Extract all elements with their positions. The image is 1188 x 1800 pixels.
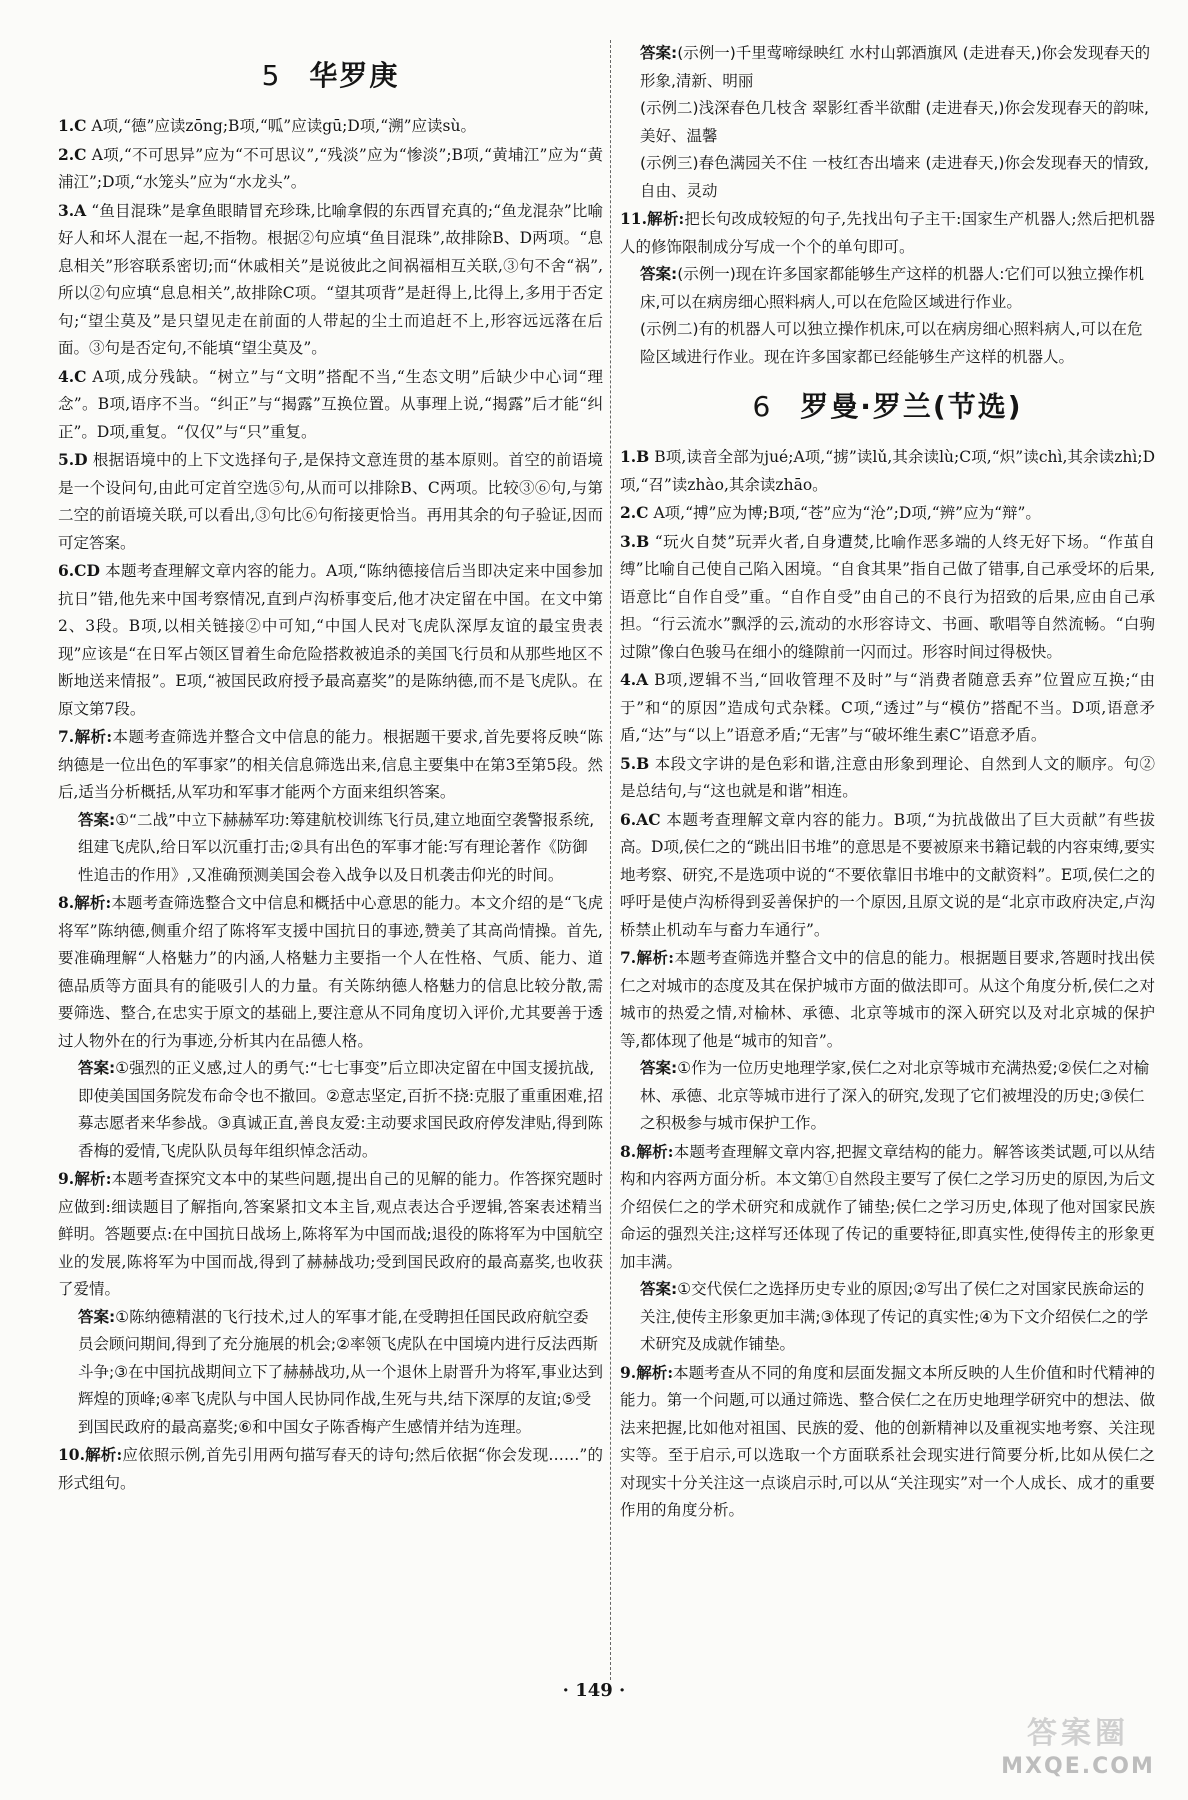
question-answer-item xyxy=(620,499,1155,528)
answer-tag: 答案: xyxy=(78,810,116,829)
watermark-text: 答案圈 xyxy=(1027,1716,1129,1751)
item-text: ①强烈的正义感,过人的勇气:“七七事变”后立即决定留在中国支援抗战,即使美国国务院发布命令也不撤回。②意志坚定,百折不挠:克服了重重困难,招募志愿者来华参战。③真诚正直,善良友爱:主动要求国民政府停发津贴,得到陈香梅的爱情,飞虎队队员每年组织悼念活动。 xyxy=(78,1059,603,1160)
item-number: 1.B xyxy=(620,447,650,466)
item-number: 4.C xyxy=(58,366,87,386)
answer-block xyxy=(640,1055,1155,1138)
answer-tag: 答案: xyxy=(640,1059,678,1077)
item-text: (示例二)有的机器人可以独立操作机床,可以在病房细心照料病人,可以在危险区域进行作业。现在许多国家都已经能够生产这样的机器人。 xyxy=(640,320,1143,366)
left-answer-list xyxy=(58,112,603,1497)
item-text: A项,成分残缺。“树立”与“文明”搭配不当,“生态文明”后缺少中心词“理念”。B项,语序不当。“纠正”与“揭露”互换位置。从事理上说,“揭露”后才能“纠正”。D项,重复。“仅仅”与“只”重复。 xyxy=(58,367,603,441)
section-title-text: 华罗庚 xyxy=(309,59,400,92)
item-text: 本段文字讲的是色彩和谐,注意由形象到理论、自然到人文的顺序。句②是总结句,与“这也就是和谐”相连。 xyxy=(620,754,1155,800)
item-number: 8.解析: xyxy=(620,1141,674,1161)
question-answer-item xyxy=(58,557,603,723)
question-answer-item xyxy=(620,443,1155,499)
section-title-6 xyxy=(620,385,1155,425)
question-answer-item xyxy=(58,197,603,363)
item-text: ①陈纳德精湛的飞行技术,过人的军事才能,在受聘担任国民政府航空委员会顾问期间,得到了充分施展的机会;②率领飞虎队在中国境内进行反法西斯斗争;③在中国抗战期间立下了赫赫战功,从一个退休上尉晋升为将军,事业达到辉煌的顶峰;④率飞虎队与中国人民协同作战,生死与共,结下深厚的友谊;⑤受到国民政府的最高嘉奖;⑥和中国女子陈香梅产生感情并结为连理。 xyxy=(78,1307,603,1436)
item-text: ①交代侯仁之选择历史专业的原因;②写出了侯仁之对国家民族命运的关注,使传主形象更加丰满;③体现了传记的真实性;④为下文介绍侯仁之的学术研究及成就作铺垫。 xyxy=(640,1280,1149,1353)
item-number: 6.AC xyxy=(620,809,661,829)
item-number: 9.解析: xyxy=(58,1169,112,1188)
site-watermark-logo xyxy=(988,1708,1168,1788)
item-text: (示例三)春色满园关不住 一枝红杏出墙来 (走进春天,)你会发现春天的情致,自由、灵动 xyxy=(640,154,1149,200)
item-text: (示例一)千里莺啼绿映红 水村山郭酒旗风 (走进春天,)你会发现春天的形象,清新、明丽 xyxy=(640,44,1151,90)
answer-block xyxy=(640,1276,1155,1359)
answer-block xyxy=(640,95,1155,150)
question-answer-item xyxy=(620,1359,1155,1525)
question-answer-item xyxy=(58,889,603,1055)
right-column xyxy=(620,40,1155,1525)
item-number: 4.A xyxy=(620,670,649,689)
section-title-text: 罗曼·罗兰(节选) xyxy=(800,390,1023,423)
item-text: “鱼目混珠”是拿鱼眼睛冒充珍珠,比喻拿假的东西冒充真的;“鱼龙混杂”比喻好人和坏人混在一起,不指物。根据②句应填“鱼目混珠”,故排除B、D两项。“息息相关”形容联系密切;而“休戚相关”是说彼此之间祸福相互关联,③句不舍“祸”,所以②句应填“息息相关”,故排除C项。“望其项背”是赶得上,比得上,多用于否定句;“望尘莫及”是只望见走在前面的人带起的尘土而追赶不上,形容远远落在后面。③句是否定句,不能填“望尘莫及”。 xyxy=(58,201,603,357)
item-text: 本题考查理解文章内容,把握文章结构的能力。解答该类试题,可以从结构和内容两方面分析。本文第①自然段主要写了侯仁之学习历史的原因,为后文介绍侯仁之的学术研究和成就作了铺垫;侯仁之学习历史,体现了他对国家民族命运的强烈关注;这样写还体现了传记的重要特征,即真实性,使得传主的形象更加丰满。 xyxy=(620,1142,1156,1271)
item-text: B项,逻辑不当,“回收管理不及时”与“消费者随意丢弃”位置应互换;“由于”和“的原因”造成句式杂糅。C项,“透过”与“模仿”搭配不当。D项,语意矛盾,“达”与“以上”语意矛盾;“无害”与“破坏维生素C”语意矛盾。 xyxy=(620,671,1155,744)
question-answer-item xyxy=(58,112,603,141)
item-text: B项,读音全部为jué;A项,“掳”读lǔ,其余读lù;C项,“炽”读chì,其余读zhì;D项,“召”读zhào,其余读zhāo。 xyxy=(620,448,1155,494)
question-answer-item xyxy=(620,205,1155,261)
question-answer-item xyxy=(58,723,603,807)
watermark-domain: MXQE.COM xyxy=(1001,1754,1155,1779)
item-number: 5.D xyxy=(58,450,88,469)
item-number: 2.C xyxy=(58,144,87,164)
answer-tag: 答案: xyxy=(78,1307,116,1326)
question-answer-item xyxy=(58,1441,603,1497)
answer-tag: 答案: xyxy=(640,265,678,283)
right-continued-answers xyxy=(620,40,1155,371)
item-text: ①作为一位历史地理学家,侯仁之对北京等城市充满热爱;②侯仁之对榆林、承德、北京等城市进行了深入的研究,发现了它们被埋没的历史;③侯仁之积极参与城市保护工作。 xyxy=(640,1059,1150,1132)
item-text: A项,“不可思异”应为“不可思议”,“残淡”应为“惨淡”;B项,“黄埔江”应为“黄浦江”;D项,“水笼头”应为“水龙头”。 xyxy=(58,145,603,191)
answer-block xyxy=(640,150,1155,205)
question-answer-item xyxy=(58,1165,603,1304)
item-text: “玩火自焚”玩弄火者,自身遭焚,比喻作恶多端的人终无好下场。“作茧自缚”比喻自己使自己陷入困境。“自食其果”指自己做了错事,自己承受坏的后果,语意比“自作自受”重。“自作自受”由自己的不良行为招致的后果,应由自己承担。“行云流水”飘浮的云,流动的水形容诗文、书画、歌唱等自然流畅。“白驹过隙”像白色骏马在细小的缝隙前一闪而过。形容时间过得极快。 xyxy=(620,532,1155,661)
section-title-5 xyxy=(58,54,603,94)
item-text: 本题考查理解文章内容的能力。B项,“为抗战做出了巨大贡献”有些拔高。D项,侯仁之的“跳出旧书堆”的意思是不要被原来书籍记载的内容束缚,要实地考察、研究,不是选项中说的“不要依靠旧书堆中的文献资料”。E项,侯仁之的呼吁是使卢沟桥得到妥善保护的一个原因,且原文说的是“北京市政府决定,卢沟桥禁止机动车与畜力车通行”。 xyxy=(620,810,1155,939)
item-text: 根据语境中的上下文选择句子,是保持文意连贯的基本原则。首空的前语境是一个设问句,由此可定首空选⑤句,从而可以排除B、C两项。比较③⑥句,与第二空的前语境关联,可以看出,③句比⑥句衔接更恰当。再用其余的句子验证,因而可定答案。 xyxy=(58,451,603,552)
item-text: ①“二战”中立下赫赫军功:筹建航校训练飞行员,建立地面空袭警报系统,组建飞虎队,给日军以沉重打击;②具有出色的军事才能:写有理论著作《防御性追击的作用》,又准确预测美国会卷入战争以及日机袭击仰光的时间。 xyxy=(78,810,595,884)
answer-block xyxy=(640,261,1155,316)
item-number: 5.B xyxy=(620,753,650,773)
item-text: A项,“搏”应为博;B项,“苍”应为“沧”;D项,“辨”应为“辩”。 xyxy=(648,504,1041,522)
answer-block xyxy=(78,1304,603,1442)
item-number: 6.CD xyxy=(58,561,100,580)
section-number: 5 xyxy=(261,59,282,92)
item-text: 本题考查筛选并整合文中信息的能力。根据题干要求,首先要将反映“陈纳德是一位出色的军事家”的相关信息筛选出来,信息主要集中在第3至第5段。然后,适当分析概括,从军功和军事才能两个方面来组织答案。 xyxy=(58,728,603,801)
item-number: 7.解析: xyxy=(620,948,674,967)
item-text: 应依照示例,首先引用两句描写春天的诗句;然后依据“你会发现……”的形式组句。 xyxy=(58,1446,603,1492)
left-column xyxy=(58,40,603,1497)
page-number: · 149 · xyxy=(562,1680,626,1701)
item-number: 11.解析: xyxy=(620,209,685,228)
item-text: (示例一)现在许多国家都能够生产这样的机器人:它们可以独立操作机床,可以在病房细心照料病人,可以在危险区域进行作业。 xyxy=(640,265,1145,311)
item-number: 2.C xyxy=(620,503,649,522)
answer-tag: 答案: xyxy=(640,44,678,62)
item-text: 把长句改成较短的句子,先找出句子主干:国家生产机器人;然后把机器人的修饰限制成分写成一个个的单句即可。 xyxy=(620,210,1155,256)
item-number: 9.解析: xyxy=(620,1362,674,1382)
answer-block xyxy=(78,807,603,890)
question-answer-item xyxy=(58,363,603,447)
item-text: 本题考查从不同的角度和层面发掘文本所反映的人生价值和时代精神的能力。第一个问题,可以通过筛选、整合侯仁之在历史地理学研究中的想法、做法来把握,比如他对祖国、民族的爱、他的创新精神以及重视实地考察、关注现实等。至于启示,可以选取一个方面联系社会现实进行简要分析,比如从侯仁之对现实十分关注这一点谈启示时,可以从“关注现实”对一个人成长、成才的重要作用的角度分析。 xyxy=(620,1363,1155,1519)
answer-tag: 答案: xyxy=(78,1059,116,1077)
item-text: 本题考查筛选整合文中信息和概括中心意思的能力。本文介绍的是“飞虎将军”陈纳德,侧重介绍了陈将军支援中国抗日的事迹,赞美了其高尚情操。首先,要准确理解“人格魅力”的内涵,人格魅力主要指一个人在性格、气质、能力、道德品质等方面具有的能吸引人的力量。有关陈纳德人格魅力的信息比较分散,需要筛选、整合,在忠实于原文的基础上,要注意从不同角度切入评价,尤其要善于透过人物外在的行为事迹,分析其内在品德人格。 xyxy=(58,894,603,1050)
section-number: 6 xyxy=(752,390,773,423)
question-answer-item xyxy=(58,446,603,557)
item-number: 3.A xyxy=(58,200,87,220)
question-answer-item xyxy=(620,806,1155,945)
answer-block xyxy=(640,316,1155,371)
item-text: A项,“德”应读zōng;B项,“呱”应读gū;D项,“溯”应读sù。 xyxy=(86,117,476,135)
item-text: (示例二)浅深春色几枝含 翠影红香半欲酣 (走进春天,)你会发现春天的韵味,美好、温馨 xyxy=(640,99,1149,145)
question-answer-item xyxy=(620,1138,1155,1277)
item-number: 10.解析: xyxy=(58,1445,123,1464)
question-answer-item xyxy=(620,750,1155,806)
item-text: 本题考查理解文章内容的能力。A项,“陈纳德接信后当即决定来中国参加抗日”错,他先来中国考察情况,直到卢沟桥事变后,他才决定留在中国。在文中第2、3段。B项,以相关链接②中可知,“中国人民对飞虎队深厚友谊的最宝贵表现”应该是“在日军占领区冒着生命危险搭救被追杀的美国飞行员和从那些地区不断地送来情报”。E项,“被国民政府授予最高嘉奖”的是陈纳德,而不是飞虎队。在原文第7段。 xyxy=(58,562,603,718)
answer-block xyxy=(78,1055,603,1165)
item-number: 7.解析: xyxy=(58,727,113,746)
answer-block xyxy=(640,40,1155,95)
question-answer-item xyxy=(620,944,1155,1055)
column-divider xyxy=(610,40,612,1680)
question-answer-item xyxy=(620,666,1155,750)
answer-tag: 答案: xyxy=(640,1280,678,1298)
item-number: 8.解析: xyxy=(58,893,112,912)
item-number: 1.C xyxy=(58,116,87,135)
item-text: 本题考查探究文本中的某些问题,提出自己的见解的能力。作答探究题时应做到:细读题目了解指向,答案紧扣文本主旨,观点表达合乎逻辑,答案表述精当鲜明。答题要点:在中国抗日战场上,陈将军为中国而战;退役的陈将军为中国航空业的发展,陈将军为中国而战,得到了赫赫战功;受到国民政府的最高嘉奖,也收获了爱情。 xyxy=(58,1170,603,1298)
item-number: 3.B xyxy=(620,531,650,551)
right-answer-list xyxy=(620,443,1155,1525)
question-answer-item xyxy=(620,528,1155,667)
item-text: 本题考查筛选并整合文中的信息的能力。根据题目要求,答题时找出侯仁之对城市的态度及其在保护城市方面的做法即可。从这个角度分析,侯仁之对城市的热爱之情,对榆林、承德、北京等城市的深入研究以及对北京城的保护等,都体现了他是“城市的知音”。 xyxy=(620,949,1155,1050)
question-answer-item xyxy=(58,141,603,197)
